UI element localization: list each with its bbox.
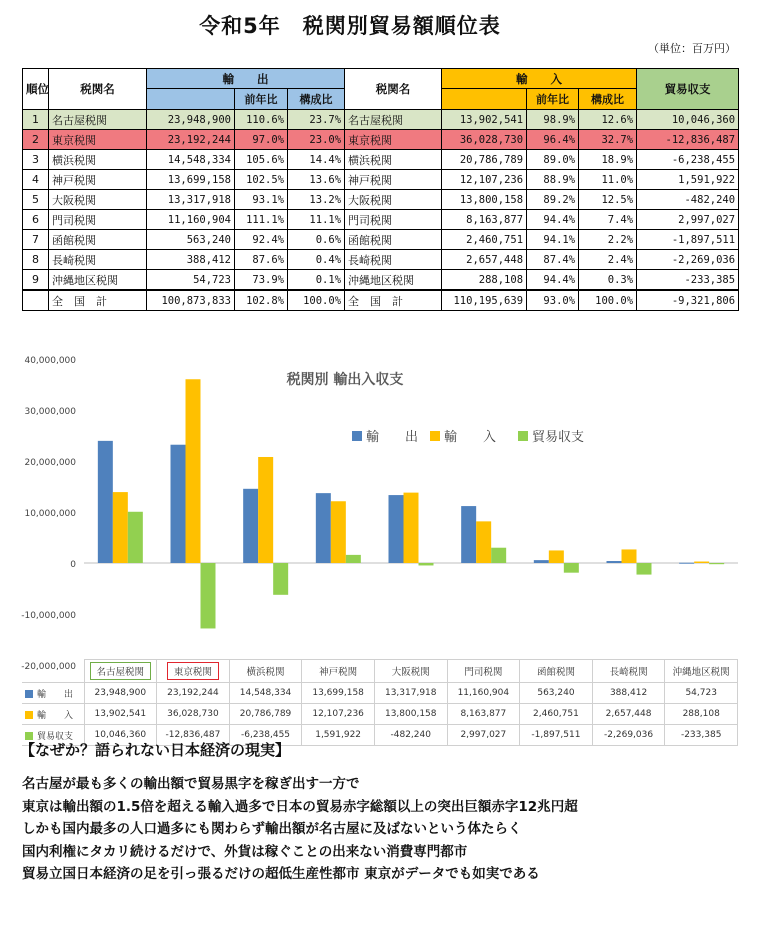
header-export-share: 構成比	[288, 89, 345, 110]
header-import: 輸 入	[442, 69, 637, 89]
header-import-yoy: 前年比	[527, 89, 579, 110]
data-value-cell: 10,046,360	[84, 725, 157, 746]
balance-value: -12,836,487	[637, 130, 739, 150]
bar-export	[316, 493, 331, 563]
y-tick-label: 0	[70, 560, 76, 570]
bar-balance	[709, 563, 724, 564]
import-share: 0.3%	[579, 270, 637, 291]
balance-value: -1,897,511	[637, 230, 739, 250]
balance-value: 1,591,922	[637, 170, 739, 190]
header-export-blank	[147, 89, 235, 110]
export-yoy: 92.4%	[235, 230, 288, 250]
total-import-value: 110,195,639	[442, 290, 527, 311]
bar-export	[389, 495, 404, 563]
header-name-export: 税関名	[49, 69, 147, 110]
export-customs-name: 横浜税関	[49, 150, 147, 170]
table-row	[23, 270, 739, 291]
import-value: 13,800,158	[442, 190, 527, 210]
data-value-cell: 2,997,027	[447, 725, 520, 746]
export-share: 23.7%	[288, 110, 345, 130]
series-swatch	[25, 690, 33, 698]
data-value-cell: 1,591,922	[302, 725, 375, 746]
import-value: 2,657,448	[442, 250, 527, 270]
import-value: 20,786,789	[442, 150, 527, 170]
table-row	[23, 250, 739, 270]
import-yoy: 96.4%	[527, 130, 579, 150]
chart-table-category	[229, 660, 302, 683]
header-export-yoy: 前年比	[235, 89, 288, 110]
chart-table-category	[302, 660, 375, 683]
y-tick-label: -10,000,000	[21, 611, 76, 621]
bar-export	[171, 445, 186, 563]
ranking-table	[22, 68, 739, 311]
table-row	[23, 190, 739, 210]
export-share: 23.0%	[288, 130, 345, 150]
export-customs-name: 名古屋税関	[49, 110, 147, 130]
export-value: 13,317,918	[147, 190, 235, 210]
import-customs-name: 東京税関	[345, 130, 442, 150]
import-customs-name: 函館税関	[345, 230, 442, 250]
import-share: 2.2%	[579, 230, 637, 250]
export-share: 13.6%	[288, 170, 345, 190]
rank-cell: 6	[23, 210, 49, 230]
unit-note: （単位：百万円）	[648, 42, 736, 55]
import-yoy: 89.0%	[527, 150, 579, 170]
bar-import	[549, 550, 564, 563]
header-balance: 貿易収支	[637, 69, 739, 110]
rank-cell: 2	[23, 130, 49, 150]
export-share: 0.1%	[288, 270, 345, 291]
table-row	[23, 210, 739, 230]
data-value-cell: 14,548,334	[229, 683, 302, 704]
series-name: 輸 入	[37, 710, 74, 721]
category-label: 函館税関	[536, 667, 575, 678]
import-share: 7.4%	[579, 210, 637, 230]
import-yoy: 94.4%	[527, 210, 579, 230]
chart-table-category	[520, 660, 593, 683]
data-value-cell: 13,902,541	[84, 704, 157, 725]
y-tick-label: 30,000,000	[24, 407, 76, 417]
legend-label: 輸 出	[366, 430, 419, 445]
table-row	[23, 130, 739, 150]
category-label: 横浜税関	[246, 667, 285, 678]
chart-table-header	[22, 660, 738, 683]
commentary-line: 東京は輸出額の1.5倍を超える輸入過多で日本の貿易赤字総額以上の突出巨額赤字12兆円超	[22, 798, 578, 815]
y-tick-label: 40,000,000	[24, 356, 76, 366]
bar-import	[331, 501, 346, 563]
category-label: 名古屋税関	[90, 662, 152, 680]
data-value-cell: 12,107,236	[302, 704, 375, 725]
data-value-cell: 13,800,158	[374, 704, 447, 725]
commentary-line: しかも国内最多の人口過多にも関わらず輸出額が名古屋に及ばないという体たらく	[22, 821, 522, 837]
chart-table-category	[157, 660, 230, 683]
import-yoy: 98.9%	[527, 110, 579, 130]
import-customs-name: 大阪税関	[345, 190, 442, 210]
import-share: 2.4%	[579, 250, 637, 270]
import-customs-name: 神戸税関	[345, 170, 442, 190]
y-tick-label: 10,000,000	[24, 509, 76, 519]
table-row	[23, 230, 739, 250]
export-value: 11,160,904	[147, 210, 235, 230]
export-yoy: 102.5%	[235, 170, 288, 190]
bar-export	[461, 506, 476, 563]
bar-import	[622, 549, 637, 563]
commentary-line: 名古屋が最も多くの輸出額で貿易黒字を稼ぎ出す一方で	[22, 776, 360, 792]
export-customs-name: 神戸税関	[49, 170, 147, 190]
import-share: 12.5%	[579, 190, 637, 210]
balance-value: 2,997,027	[637, 210, 739, 230]
import-customs-name: 沖縄地区税関	[345, 270, 442, 291]
data-value-cell: 388,412	[592, 683, 665, 704]
bar-import	[694, 562, 709, 563]
import-yoy: 94.4%	[527, 270, 579, 291]
chart-title: 税関別 輸出入収支	[286, 372, 404, 388]
data-value-cell: -1,897,511	[520, 725, 593, 746]
export-yoy: 73.9%	[235, 270, 288, 291]
legend-swatch	[352, 431, 362, 441]
import-value: 36,028,730	[442, 130, 527, 150]
rank-cell: 9	[23, 270, 49, 291]
bar-export	[534, 560, 549, 563]
data-value-cell: 8,163,877	[447, 704, 520, 725]
bar-import	[258, 457, 273, 563]
chart-table-row	[22, 704, 738, 725]
import-yoy: 94.1%	[527, 230, 579, 250]
chart-table-category	[592, 660, 665, 683]
total-import-share: 100.0%	[579, 290, 637, 311]
balance-value: -2,269,036	[637, 250, 739, 270]
rank-cell: 1	[23, 110, 49, 130]
series-swatch	[25, 711, 33, 719]
rank-cell: 5	[23, 190, 49, 210]
import-yoy: 88.9%	[527, 170, 579, 190]
import-share: 11.0%	[579, 170, 637, 190]
category-label: 大阪税関	[391, 667, 430, 678]
table-row	[23, 150, 739, 170]
series-name: 貿易収支	[37, 731, 74, 742]
total-import-yoy: 93.0%	[527, 290, 579, 311]
export-customs-name: 東京税関	[49, 130, 147, 150]
category-label: 門司税関	[464, 667, 503, 678]
export-customs-name: 函館税関	[49, 230, 147, 250]
rank-cell: 4	[23, 170, 49, 190]
data-value-cell: -233,385	[665, 725, 738, 746]
data-value-cell: 13,699,158	[302, 683, 375, 704]
commentary-line: 国内利権にタカリ続けるだけで、外貨は稼ぐことの出来ない消費専門都市	[22, 843, 468, 860]
commentary-line: 貿易立国日本経済の足を引っ張るだけの超低生産性都市 東京がデータでも如実である	[22, 866, 540, 882]
import-customs-name: 名古屋税関	[345, 110, 442, 130]
bar-export	[679, 563, 694, 564]
legend-label: 貿易収支	[532, 430, 585, 445]
data-value-cell: -2,269,036	[592, 725, 665, 746]
header-name-import: 税関名	[345, 69, 442, 110]
data-value-cell: -6,238,455	[229, 725, 302, 746]
bar-balance	[637, 563, 652, 575]
legend-swatch	[430, 431, 440, 441]
chart-table-category	[665, 660, 738, 683]
export-value: 14,548,334	[147, 150, 235, 170]
bar-balance	[128, 512, 143, 563]
legend-swatch	[518, 431, 528, 441]
export-yoy: 93.1%	[235, 190, 288, 210]
export-yoy: 111.1%	[235, 210, 288, 230]
import-share: 12.6%	[579, 110, 637, 130]
rank-cell: 3	[23, 150, 49, 170]
data-value-cell: 23,948,900	[84, 683, 157, 704]
commentary-text	[22, 773, 578, 886]
export-value: 23,192,244	[147, 130, 235, 150]
total-balance-value: -9,321,806	[637, 290, 739, 311]
legend-label: 輸 入	[444, 430, 497, 445]
total-row	[23, 290, 739, 311]
total-export-customs-name: 全 国 計	[49, 290, 147, 311]
data-value-cell: 20,786,789	[229, 704, 302, 725]
header-import-blank	[442, 89, 527, 110]
category-label: 長崎税関	[609, 667, 648, 678]
category-label: 沖縄地区税関	[672, 667, 730, 678]
export-customs-name: 大阪税関	[49, 190, 147, 210]
import-value: 13,902,541	[442, 110, 527, 130]
data-value-cell: 563,240	[520, 683, 593, 704]
category-label: 神戸税関	[319, 667, 358, 678]
export-yoy: 87.6%	[235, 250, 288, 270]
export-value: 13,699,158	[147, 170, 235, 190]
bar-chart	[0, 345, 760, 672]
bar-import	[113, 492, 128, 563]
table-row	[23, 170, 739, 190]
balance-value: -6,238,455	[637, 150, 739, 170]
export-value: 563,240	[147, 230, 235, 250]
balance-value: -482,240	[637, 190, 739, 210]
bar-balance	[564, 563, 579, 573]
data-value-cell: -482,240	[374, 725, 447, 746]
import-share: 32.7%	[579, 130, 637, 150]
export-customs-name: 沖縄地区税関	[49, 270, 147, 291]
series-label	[22, 704, 84, 725]
export-value: 54,723	[147, 270, 235, 291]
export-value: 388,412	[147, 250, 235, 270]
data-value-cell: 54,723	[665, 683, 738, 704]
bar-balance	[273, 563, 288, 595]
export-share: 0.6%	[288, 230, 345, 250]
category-label: 東京税関	[167, 662, 219, 680]
total-export-value: 100,873,833	[147, 290, 235, 311]
export-share: 0.4%	[288, 250, 345, 270]
chart-table-category	[84, 660, 157, 683]
header-rank: 順位	[23, 69, 49, 110]
header-export: 輸 出	[147, 69, 345, 89]
table-row	[23, 110, 739, 130]
data-value-cell: 288,108	[665, 704, 738, 725]
bar-export	[243, 489, 258, 563]
data-value-cell: 11,160,904	[447, 683, 520, 704]
series-label	[22, 683, 84, 704]
bar-import	[404, 493, 419, 563]
chart-table-category	[374, 660, 447, 683]
balance-value: 10,046,360	[637, 110, 739, 130]
chart-table-corner	[22, 660, 84, 683]
data-value-cell: 23,192,244	[157, 683, 230, 704]
bar-balance	[491, 548, 506, 563]
data-value-cell: 36,028,730	[157, 704, 230, 725]
data-value-cell: 13,317,918	[374, 683, 447, 704]
bar-balance	[201, 563, 216, 628]
data-value-cell: 2,460,751	[520, 704, 593, 725]
bar-import	[476, 521, 491, 563]
total-export-share: 100.0%	[288, 290, 345, 311]
y-tick-label: 20,000,000	[24, 458, 76, 468]
chart-data-table	[22, 659, 738, 746]
header-import-share: 構成比	[579, 89, 637, 110]
series-name: 輸 出	[37, 689, 74, 700]
data-value-cell: 2,657,448	[592, 704, 665, 725]
balance-value: -233,385	[637, 270, 739, 291]
import-customs-name: 横浜税関	[345, 150, 442, 170]
page-title: 令和5年 税関別貿易額順位表	[199, 14, 501, 38]
data-value-cell: -12,836,487	[157, 725, 230, 746]
bar-balance	[346, 555, 361, 563]
bar-export	[98, 441, 113, 563]
bar-balance	[419, 563, 434, 565]
export-yoy: 105.6%	[235, 150, 288, 170]
import-customs-name: 長崎税関	[345, 250, 442, 270]
export-customs-name: 門司税関	[49, 210, 147, 230]
commentary-heading: 【なぜか？語られない日本経済の現実】	[20, 741, 291, 759]
export-share: 13.2%	[288, 190, 345, 210]
export-share: 14.4%	[288, 150, 345, 170]
import-yoy: 89.2%	[527, 190, 579, 210]
export-yoy: 97.0%	[235, 130, 288, 150]
bar-export	[607, 561, 622, 563]
total-export-yoy: 102.8%	[235, 290, 288, 311]
export-customs-name: 長崎税関	[49, 250, 147, 270]
import-value: 288,108	[442, 270, 527, 291]
chart-table-row	[22, 683, 738, 704]
import-yoy: 87.4%	[527, 250, 579, 270]
import-share: 18.9%	[579, 150, 637, 170]
total-rank-blank	[23, 290, 49, 311]
export-value: 23,948,900	[147, 110, 235, 130]
export-yoy: 110.6%	[235, 110, 288, 130]
chart-table-category	[447, 660, 520, 683]
export-share: 11.1%	[288, 210, 345, 230]
rank-cell: 8	[23, 250, 49, 270]
bar-import	[186, 379, 201, 563]
import-value: 2,460,751	[442, 230, 527, 250]
y-tick-label: -20,000,000	[21, 662, 76, 672]
total-import-customs-name: 全 国 計	[345, 290, 442, 311]
import-value: 12,107,236	[442, 170, 527, 190]
rank-cell: 7	[23, 230, 49, 250]
import-value: 8,163,877	[442, 210, 527, 230]
import-customs-name: 門司税関	[345, 210, 442, 230]
